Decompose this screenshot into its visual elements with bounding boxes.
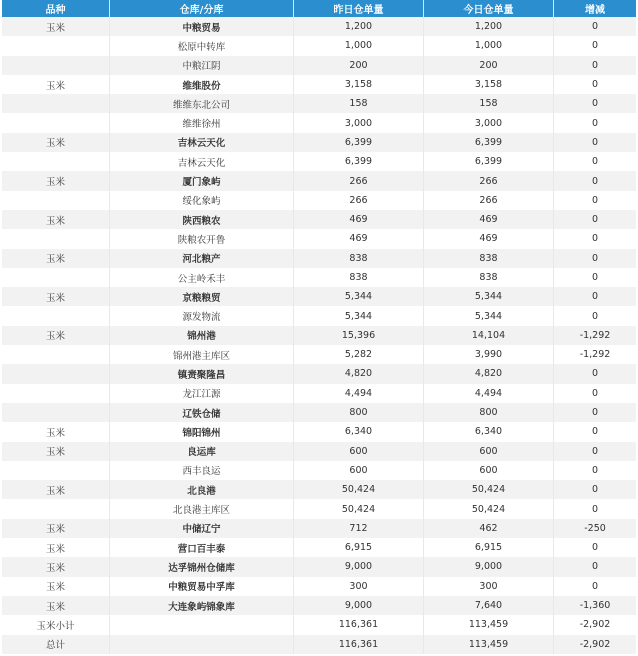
cell-today: 3,158 [424, 75, 554, 94]
cell-variety: 玉米 [2, 519, 110, 538]
cell-today: 462 [424, 519, 554, 538]
cell-warehouse: 京粮粮贸 [110, 287, 294, 306]
table-row [2, 229, 636, 248]
cell-variety [2, 403, 110, 422]
cell-yesterday: 116,361 [294, 635, 424, 654]
cell-change: 0 [554, 75, 636, 94]
cell-warehouse: 厦门象屿 [110, 171, 294, 190]
cell-variety [2, 499, 110, 518]
cell-change: -2,902 [554, 635, 636, 654]
header-yesterday: 昨日仓单量 [294, 0, 424, 17]
cell-today: 6,399 [424, 152, 554, 171]
table-row [2, 384, 636, 403]
table-row [2, 635, 636, 654]
cell-yesterday: 600 [294, 461, 424, 480]
cell-yesterday: 9,000 [294, 596, 424, 615]
cell-change: 0 [554, 499, 636, 518]
cell-variety [2, 364, 110, 383]
table-row [2, 364, 636, 383]
cell-change: 0 [554, 442, 636, 461]
cell-change: 0 [554, 56, 636, 75]
cell-variety: 玉米 [2, 538, 110, 557]
cell-variety: 玉米 [2, 557, 110, 576]
cell-warehouse: 中粮江阴 [110, 56, 294, 75]
cell-yesterday: 50,424 [294, 480, 424, 499]
cell-yesterday: 266 [294, 171, 424, 190]
warehouse-receipt-table [2, 0, 636, 654]
cell-warehouse: 绥化象屿 [110, 191, 294, 210]
header-change: 增减 [554, 0, 636, 17]
cell-variety [2, 94, 110, 113]
cell-today: 469 [424, 229, 554, 248]
table-row [2, 306, 636, 325]
cell-variety [2, 56, 110, 75]
table-row [2, 538, 636, 557]
header-variety: 品种 [2, 0, 110, 17]
cell-variety [2, 306, 110, 325]
cell-change: 0 [554, 210, 636, 229]
table-row [2, 75, 636, 94]
cell-today: 50,424 [424, 499, 554, 518]
cell-variety [2, 152, 110, 171]
cell-change: 0 [554, 364, 636, 383]
cell-yesterday: 300 [294, 577, 424, 596]
cell-variety: 玉米 [2, 171, 110, 190]
table-row [2, 615, 636, 634]
table-row [2, 171, 636, 190]
cell-warehouse [110, 635, 294, 654]
cell-warehouse: 镇赉聚隆昌 [110, 364, 294, 383]
cell-yesterday: 800 [294, 403, 424, 422]
cell-today: 6,915 [424, 538, 554, 557]
cell-variety: 玉米 [2, 577, 110, 596]
cell-change: 0 [554, 249, 636, 268]
cell-change: 0 [554, 557, 636, 576]
table-row [2, 596, 636, 615]
cell-today: 6,340 [424, 422, 554, 441]
cell-today: 3,000 [424, 113, 554, 132]
cell-today: 1,000 [424, 36, 554, 55]
cell-warehouse: 辽铁仓储 [110, 403, 294, 422]
cell-yesterday: 469 [294, 229, 424, 248]
table-row [2, 287, 636, 306]
cell-today: 5,344 [424, 306, 554, 325]
cell-change: 0 [554, 403, 636, 422]
cell-yesterday: 6,915 [294, 538, 424, 557]
table-row [2, 17, 636, 36]
cell-change: 0 [554, 538, 636, 557]
cell-yesterday: 3,158 [294, 75, 424, 94]
cell-variety [2, 191, 110, 210]
cell-yesterday: 3,000 [294, 113, 424, 132]
cell-yesterday: 4,494 [294, 384, 424, 403]
cell-change: 0 [554, 480, 636, 499]
cell-change: 0 [554, 152, 636, 171]
cell-today: 7,640 [424, 596, 554, 615]
table-row [2, 499, 636, 518]
cell-variety [2, 345, 110, 364]
cell-yesterday: 600 [294, 442, 424, 461]
cell-warehouse: 维维股份 [110, 75, 294, 94]
cell-change: 0 [554, 113, 636, 132]
cell-variety: 玉米 [2, 287, 110, 306]
cell-yesterday: 200 [294, 56, 424, 75]
table-row [2, 152, 636, 171]
cell-variety [2, 384, 110, 403]
table-row [2, 403, 636, 422]
table-row [2, 210, 636, 229]
cell-yesterday: 6,399 [294, 152, 424, 171]
cell-variety: 玉米 [2, 326, 110, 345]
cell-yesterday: 838 [294, 268, 424, 287]
cell-today: 600 [424, 461, 554, 480]
cell-today: 6,399 [424, 133, 554, 152]
cell-change: 0 [554, 133, 636, 152]
cell-yesterday: 50,424 [294, 499, 424, 518]
cell-today: 113,459 [424, 635, 554, 654]
table-row [2, 326, 636, 345]
cell-variety: 总计 [2, 635, 110, 654]
cell-change: 0 [554, 577, 636, 596]
cell-warehouse: 中储辽宁 [110, 519, 294, 538]
table-row [2, 519, 636, 538]
cell-variety [2, 268, 110, 287]
cell-yesterday: 838 [294, 249, 424, 268]
header-warehouse: 仓库/分库 [110, 0, 294, 17]
cell-warehouse: 北良港 [110, 480, 294, 499]
cell-today: 9,000 [424, 557, 554, 576]
cell-warehouse: 公主岭禾丰 [110, 268, 294, 287]
cell-today: 600 [424, 442, 554, 461]
cell-variety: 玉米 [2, 249, 110, 268]
table-row [2, 94, 636, 113]
cell-today: 158 [424, 94, 554, 113]
cell-today: 838 [424, 268, 554, 287]
cell-today: 3,990 [424, 345, 554, 364]
cell-warehouse: 龙江江源 [110, 384, 294, 403]
cell-yesterday: 266 [294, 191, 424, 210]
cell-warehouse: 良运库 [110, 442, 294, 461]
cell-today: 113,459 [424, 615, 554, 634]
table-row [2, 557, 636, 576]
cell-change: -250 [554, 519, 636, 538]
table-row [2, 56, 636, 75]
cell-today: 4,494 [424, 384, 554, 403]
cell-variety: 玉米 [2, 210, 110, 229]
cell-variety [2, 113, 110, 132]
cell-yesterday: 4,820 [294, 364, 424, 383]
cell-today: 4,820 [424, 364, 554, 383]
cell-warehouse: 吉林云天化 [110, 152, 294, 171]
table-row [2, 422, 636, 441]
cell-warehouse: 锦州港主库区 [110, 345, 294, 364]
cell-variety: 玉米 [2, 75, 110, 94]
cell-change: 0 [554, 287, 636, 306]
cell-warehouse: 吉林云天化 [110, 133, 294, 152]
cell-change: 0 [554, 306, 636, 325]
cell-today: 266 [424, 191, 554, 210]
header-today: 今日仓单量 [424, 0, 554, 17]
cell-warehouse: 陕西粮农 [110, 210, 294, 229]
cell-variety: 玉米 [2, 596, 110, 615]
table-row [2, 268, 636, 287]
cell-warehouse: 锦阳锦州 [110, 422, 294, 441]
cell-yesterday: 6,340 [294, 422, 424, 441]
cell-change: 0 [554, 36, 636, 55]
cell-yesterday: 15,396 [294, 326, 424, 345]
cell-change: 0 [554, 94, 636, 113]
table-row [2, 345, 636, 364]
cell-change: 0 [554, 422, 636, 441]
table-row [2, 461, 636, 480]
cell-change: 0 [554, 384, 636, 403]
cell-warehouse: 松原中转库 [110, 36, 294, 55]
table-row [2, 113, 636, 132]
cell-today: 800 [424, 403, 554, 422]
header-row [2, 0, 636, 17]
cell-warehouse: 河北粮产 [110, 249, 294, 268]
cell-change: -1,292 [554, 345, 636, 364]
cell-change: 0 [554, 17, 636, 36]
cell-warehouse: 中粮贸易中孚库 [110, 577, 294, 596]
cell-today: 469 [424, 210, 554, 229]
cell-warehouse: 大连象屿锦象库 [110, 596, 294, 615]
cell-yesterday: 158 [294, 94, 424, 113]
cell-change: 0 [554, 461, 636, 480]
cell-variety: 玉米 [2, 480, 110, 499]
cell-yesterday: 5,282 [294, 345, 424, 364]
cell-yesterday: 9,000 [294, 557, 424, 576]
cell-today: 266 [424, 171, 554, 190]
cell-variety [2, 229, 110, 248]
cell-variety: 玉米 [2, 422, 110, 441]
cell-yesterday: 116,361 [294, 615, 424, 634]
cell-change: -2,902 [554, 615, 636, 634]
cell-variety: 玉米小计 [2, 615, 110, 634]
table-row [2, 191, 636, 210]
cell-warehouse: 陕粮农开鲁 [110, 229, 294, 248]
cell-variety [2, 36, 110, 55]
table-body [2, 17, 636, 654]
cell-yesterday: 5,344 [294, 287, 424, 306]
cell-warehouse: 北良港主库区 [110, 499, 294, 518]
table-row [2, 133, 636, 152]
cell-warehouse: 锦州港 [110, 326, 294, 345]
cell-change: 0 [554, 268, 636, 287]
cell-today: 50,424 [424, 480, 554, 499]
cell-variety [2, 461, 110, 480]
cell-today: 5,344 [424, 287, 554, 306]
cell-today: 300 [424, 577, 554, 596]
cell-warehouse [110, 615, 294, 634]
cell-today: 200 [424, 56, 554, 75]
cell-warehouse: 源发物流 [110, 306, 294, 325]
cell-change: 0 [554, 191, 636, 210]
cell-warehouse: 中粮贸易 [110, 17, 294, 36]
table-row [2, 249, 636, 268]
table-row [2, 480, 636, 499]
cell-change: 0 [554, 229, 636, 248]
cell-change: 0 [554, 171, 636, 190]
cell-today: 1,200 [424, 17, 554, 36]
cell-today: 838 [424, 249, 554, 268]
cell-yesterday: 712 [294, 519, 424, 538]
table-row [2, 442, 636, 461]
cell-yesterday: 5,344 [294, 306, 424, 325]
cell-warehouse: 达孚锦州仓储库 [110, 557, 294, 576]
cell-variety: 玉米 [2, 17, 110, 36]
cell-warehouse: 维维东北公司 [110, 94, 294, 113]
cell-change: -1,292 [554, 326, 636, 345]
table-row [2, 36, 636, 55]
cell-variety: 玉米 [2, 442, 110, 461]
cell-yesterday: 6,399 [294, 133, 424, 152]
table-row [2, 577, 636, 596]
cell-yesterday: 469 [294, 210, 424, 229]
cell-change: -1,360 [554, 596, 636, 615]
cell-yesterday: 1,000 [294, 36, 424, 55]
cell-warehouse: 西丰良运 [110, 461, 294, 480]
cell-variety: 玉米 [2, 133, 110, 152]
cell-warehouse: 营口百丰泰 [110, 538, 294, 557]
cell-yesterday: 1,200 [294, 17, 424, 36]
cell-warehouse: 维维徐州 [110, 113, 294, 132]
cell-today: 14,104 [424, 326, 554, 345]
